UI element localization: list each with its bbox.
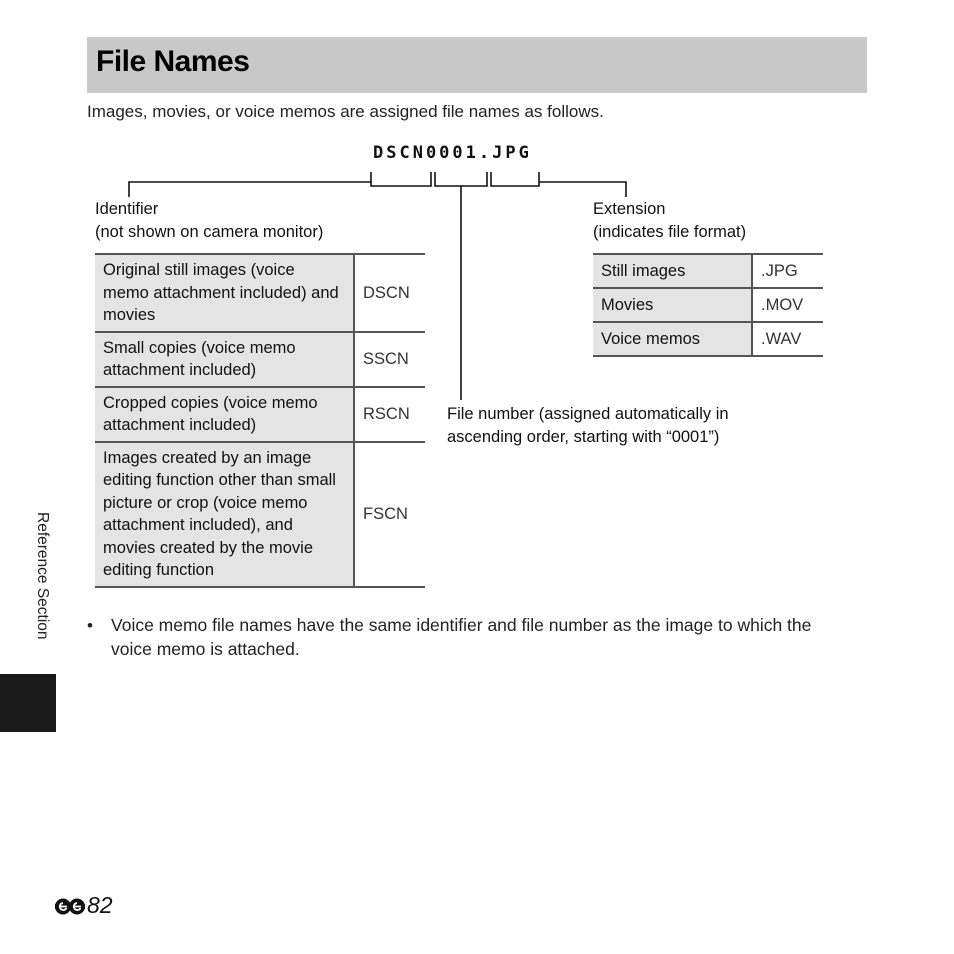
table-row bbox=[95, 387, 425, 442]
identifier-code: DSCN bbox=[363, 283, 410, 302]
extension-description: Still images bbox=[593, 254, 752, 288]
extension-leader bbox=[539, 182, 626, 197]
table-row bbox=[95, 332, 425, 387]
number-bracket bbox=[435, 172, 487, 186]
identifier-description: Cropped copies (voice memo attachment included) bbox=[95, 387, 354, 442]
identifier-description: Original still images (voice memo attachment included) and movies bbox=[95, 254, 354, 332]
extension-code: .JPG bbox=[761, 262, 798, 280]
voice-memo-note bbox=[87, 614, 857, 661]
identifier-code: RSCN bbox=[363, 404, 410, 423]
page-title: File Names bbox=[96, 45, 250, 78]
extension-description: Voice memos bbox=[593, 322, 752, 356]
intro-text: Images, movies, or voice memos are assigned file names as follows. bbox=[87, 102, 604, 121]
identifier-table bbox=[95, 253, 425, 588]
identifier-description: Small copies (voice memo attachment included) bbox=[95, 332, 354, 387]
identifier-label-line2: (not shown on camera monitor) bbox=[95, 223, 324, 241]
file-number-label bbox=[447, 403, 729, 449]
identifier-bracket bbox=[371, 172, 431, 186]
identifier-code: FSCN bbox=[363, 504, 408, 523]
extension-label-line1: Extension bbox=[593, 200, 666, 218]
section-tab bbox=[0, 674, 56, 732]
extension-table bbox=[593, 253, 823, 357]
extension-bracket bbox=[491, 172, 539, 186]
file-number-label-line2: ascending order, starting with “0001”) bbox=[447, 428, 720, 446]
filename-example: DSCN0001.JPG bbox=[373, 143, 532, 163]
page-number-text: 82 bbox=[87, 892, 113, 918]
table-row bbox=[95, 254, 425, 332]
extension-label-line2: (indicates file format) bbox=[593, 223, 747, 241]
identifier-label-line1: Identifier bbox=[95, 200, 159, 218]
identifier-leader bbox=[129, 182, 371, 197]
table-row bbox=[95, 442, 425, 587]
note-text: Voice memo file names have the same identifier and file number as the image to which the voice memo is attached. bbox=[111, 615, 812, 659]
page-number bbox=[55, 892, 113, 923]
extension-code: .WAV bbox=[761, 330, 802, 348]
extension-label bbox=[593, 198, 746, 244]
extension-description: Movies bbox=[593, 288, 752, 322]
table-row bbox=[593, 322, 823, 356]
extension-code: .MOV bbox=[761, 296, 804, 314]
file-number-label-line1: File number (assigned automatically in bbox=[447, 405, 729, 423]
identifier-code: SSCN bbox=[363, 349, 409, 368]
section-side-label: Reference Section bbox=[34, 512, 51, 640]
e-section-icon bbox=[55, 896, 85, 923]
identifier-label bbox=[95, 198, 323, 244]
table-row bbox=[593, 254, 823, 288]
table-row bbox=[593, 288, 823, 322]
identifier-description: Images created by an image editing function other than small picture or crop (voice memo attachment included), and movies created by the movie editing function bbox=[95, 442, 354, 587]
bullet-icon: • bbox=[87, 616, 93, 635]
